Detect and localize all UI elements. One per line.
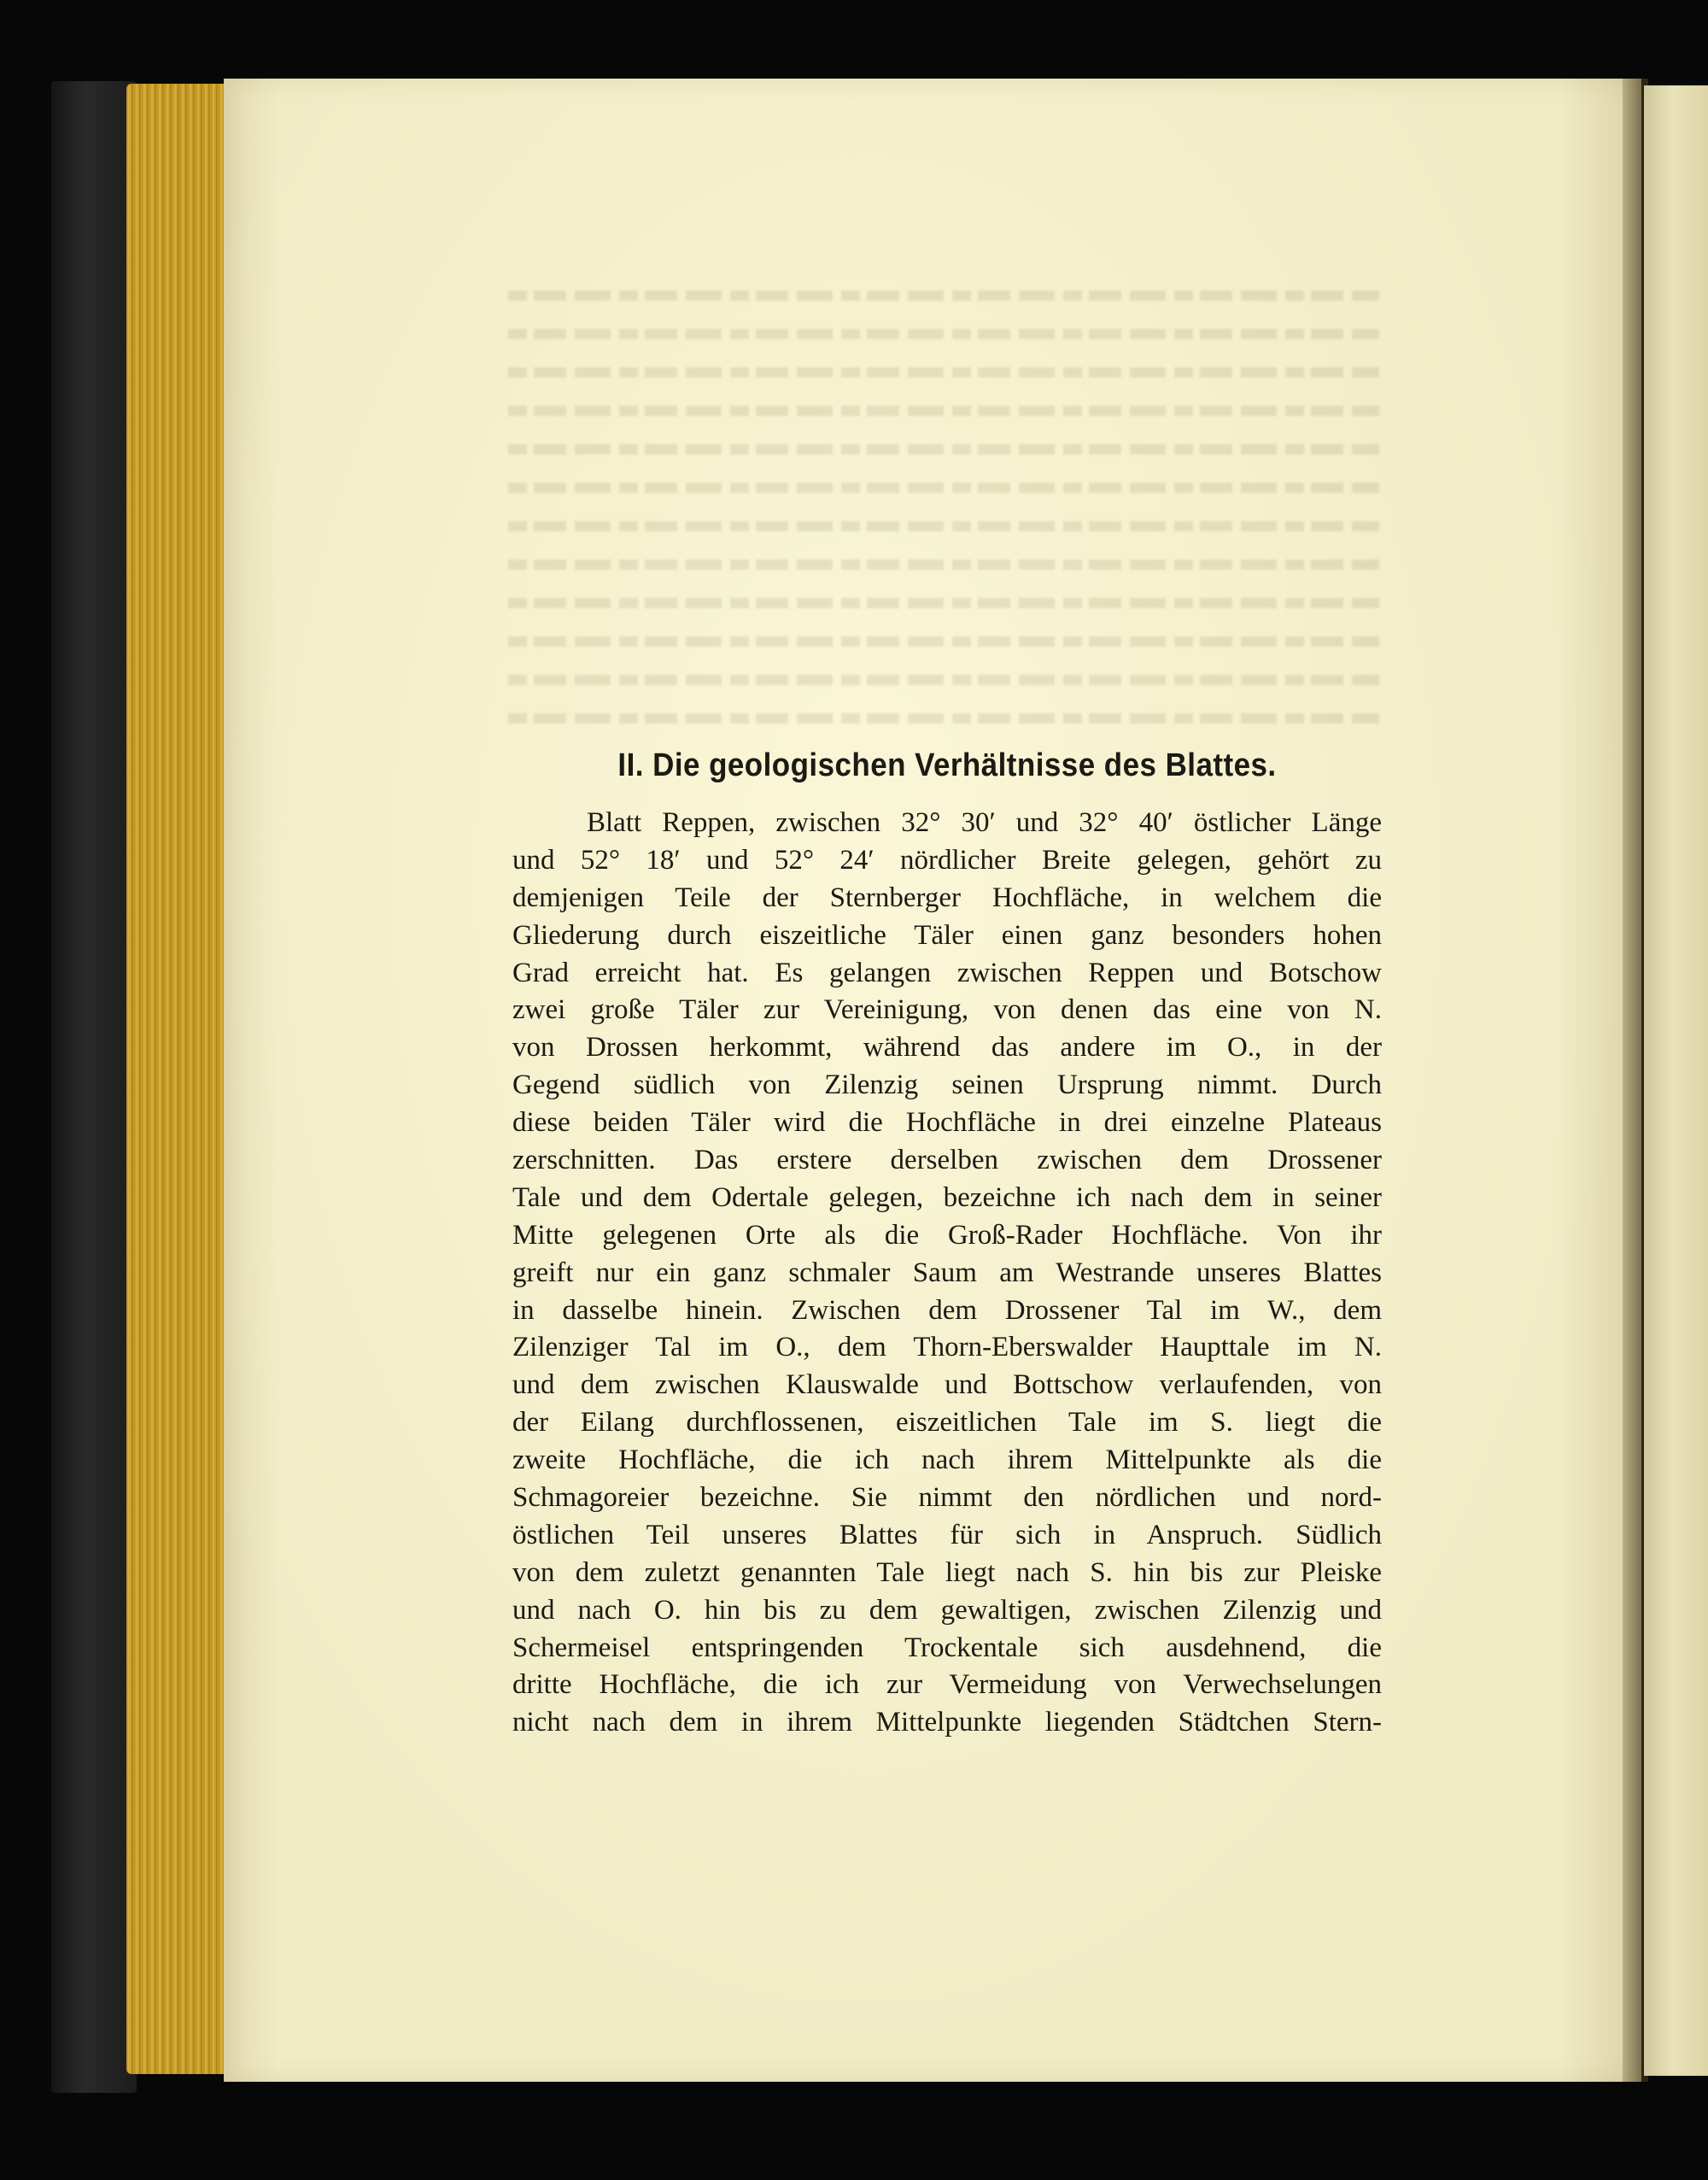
text-block bbox=[512, 745, 1382, 1742]
paragraph-line: Zilenziger Tal im O., dem Thorn-Eberswalder Haupttale im N. bbox=[512, 1332, 1382, 1363]
paragraph-line: östlichen Teil unseres Blattes für sich in Anspruch. Südlich bbox=[512, 1519, 1382, 1550]
paragraph-line: von Drossen herkommt, während das andere im O., in der bbox=[512, 1032, 1382, 1064]
paragraph-line: Grad erreicht hat. Es gelangen zwischen Reppen und Botschow bbox=[512, 957, 1382, 988]
paragraph-line: dritte Hochfläche, die ich zur Vermeidung von Verwechselungen bbox=[512, 1669, 1382, 1701]
paragraph-line: zwei große Täler zur Vereinigung, von denen das eine von N. bbox=[512, 994, 1382, 1026]
gilded-page-edges bbox=[126, 84, 227, 2074]
paragraph-line: von dem zuletzt genannten Tale liegt nach S. hin bis zur Pleiske bbox=[512, 1556, 1382, 1588]
paragraph-line: nicht nach dem in ihrem Mittelpunkte liegenden Städtchen Stern- bbox=[512, 1707, 1382, 1738]
paragraph-line: Schermeisel entspringenden Trockentale sich ausdehnend, die bbox=[512, 1632, 1382, 1663]
body-paragraph bbox=[512, 805, 1382, 1742]
paragraph-line: und dem zwischen Klauswalde und Bottschow verlaufenden, von bbox=[512, 1369, 1382, 1401]
paragraph-line: Mitte gelegenen Orte als die Groß-Rader Hochfläche. Von ihr bbox=[512, 1219, 1382, 1251]
paragraph-line: demjenigen Teile der Sternberger Hochfläche, in welchem die bbox=[512, 882, 1382, 913]
paragraph-line: Tale und dem Odertale gelegen, bezeichne ich nach dem in seiner bbox=[512, 1181, 1382, 1213]
paragraph-line: zweite Hochfläche, die ich nach ihrem Mittelpunkte als die bbox=[512, 1445, 1382, 1476]
facing-page-edge bbox=[1644, 85, 1708, 2076]
paragraph-line: diese beiden Täler wird die Hochfläche in drei einzelne Plateaus bbox=[512, 1107, 1382, 1139]
paragraph-line: Gliederung durch eiszeitliche Täler einen ganz besonders hohen bbox=[512, 919, 1382, 951]
paragraph-line: greift nur ein ganz schmaler Saum am Westrande unseres Blattes bbox=[512, 1257, 1382, 1288]
paragraph-line: Blatt Reppen, zwischen 32° 30′ und 32° 40′ östlicher Länge bbox=[587, 807, 1382, 838]
book-cover-edge bbox=[51, 81, 137, 2093]
paragraph-line: Schmagoreier bezeichne. Sie nimmt den nördlichen und nord- bbox=[512, 1482, 1382, 1514]
paragraph-line: der Eilang durchflossenen, eiszeitlichen Tale im S. liegt die bbox=[512, 1407, 1382, 1439]
paragraph-line: und nach O. hin bis zu dem gewaltigen, zwischen Zilenzig und bbox=[512, 1594, 1382, 1626]
paragraph-line: Gegend südlich von Zilenzig seinen Ursprung nimmt. Durch bbox=[512, 1069, 1382, 1101]
bleed-through-texture bbox=[508, 290, 1379, 769]
paragraph-line: und 52° 18′ und 52° 24′ nördlicher Breite gelegen, gehört zu bbox=[512, 844, 1382, 876]
section-heading: II. Die geologischen Verhältnisse des Blattes. bbox=[617, 747, 1277, 783]
paragraph-line: in dasselbe hinein. Zwischen dem Drossener Tal im W., dem bbox=[512, 1294, 1382, 1326]
paragraph-line: zerschnitten. Das erstere derselben zwischen dem Drossener bbox=[512, 1145, 1382, 1176]
